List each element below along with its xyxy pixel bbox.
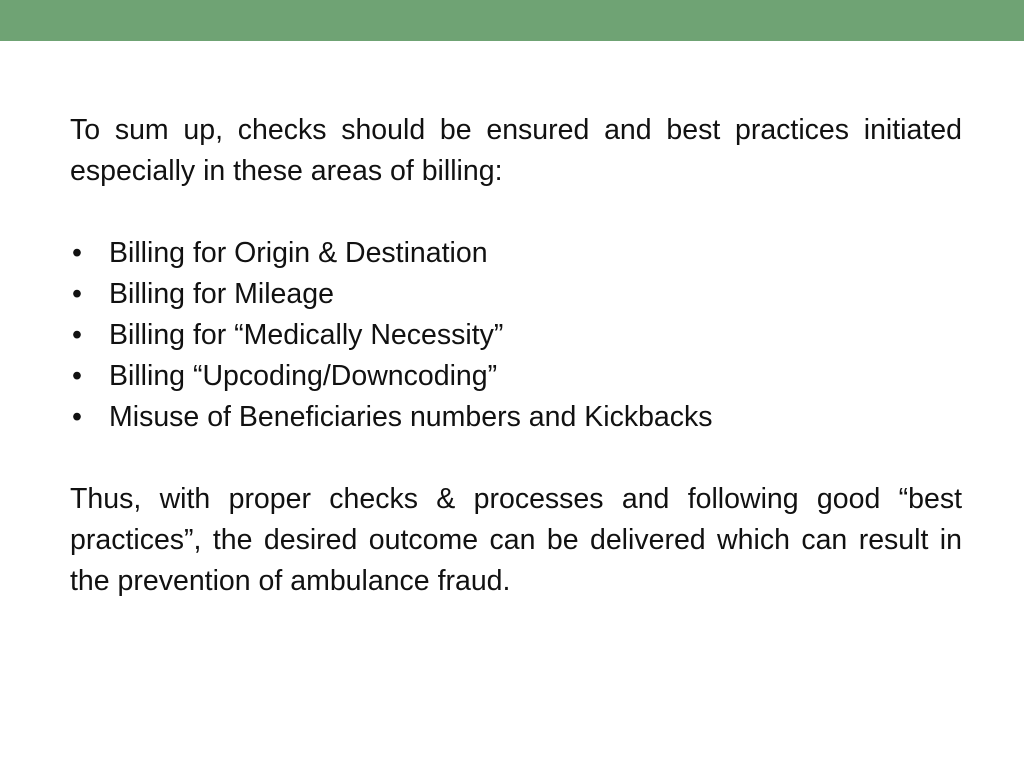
list-item-text: Billing for Origin & Destination xyxy=(109,237,488,269)
list-item-text: Billing for Mileage xyxy=(109,278,334,310)
header-accent-bar xyxy=(0,0,1024,41)
bullet-dot-icon: • xyxy=(72,401,82,433)
intro-paragraph: To sum up, checks should be ensured and best practices initiated especially in these areas of billing: xyxy=(70,114,962,187)
list-item xyxy=(70,397,962,438)
billing-areas-list xyxy=(70,233,962,438)
bullet-dot-icon: • xyxy=(72,237,82,269)
list-item-text: Billing “Upcoding/Downcoding” xyxy=(109,360,498,392)
list-item-text: Billing for “Medically Necessity” xyxy=(109,319,504,351)
list-item xyxy=(70,233,962,274)
slide-content xyxy=(70,110,962,602)
bullet-dot-icon: • xyxy=(72,360,82,392)
bullet-dot-icon: • xyxy=(72,278,82,310)
bullet-dot-icon: • xyxy=(72,319,82,351)
list-item-text: Misuse of Beneficiaries numbers and Kickbacks xyxy=(109,401,713,433)
conclusion-paragraph: Thus, with proper checks & processes and following good “best practices”, the desired outcome can be delivered which can result in the prevention of ambulance fraud. xyxy=(70,483,962,597)
list-item xyxy=(70,274,962,315)
list-item xyxy=(70,356,962,397)
list-item xyxy=(70,315,962,356)
